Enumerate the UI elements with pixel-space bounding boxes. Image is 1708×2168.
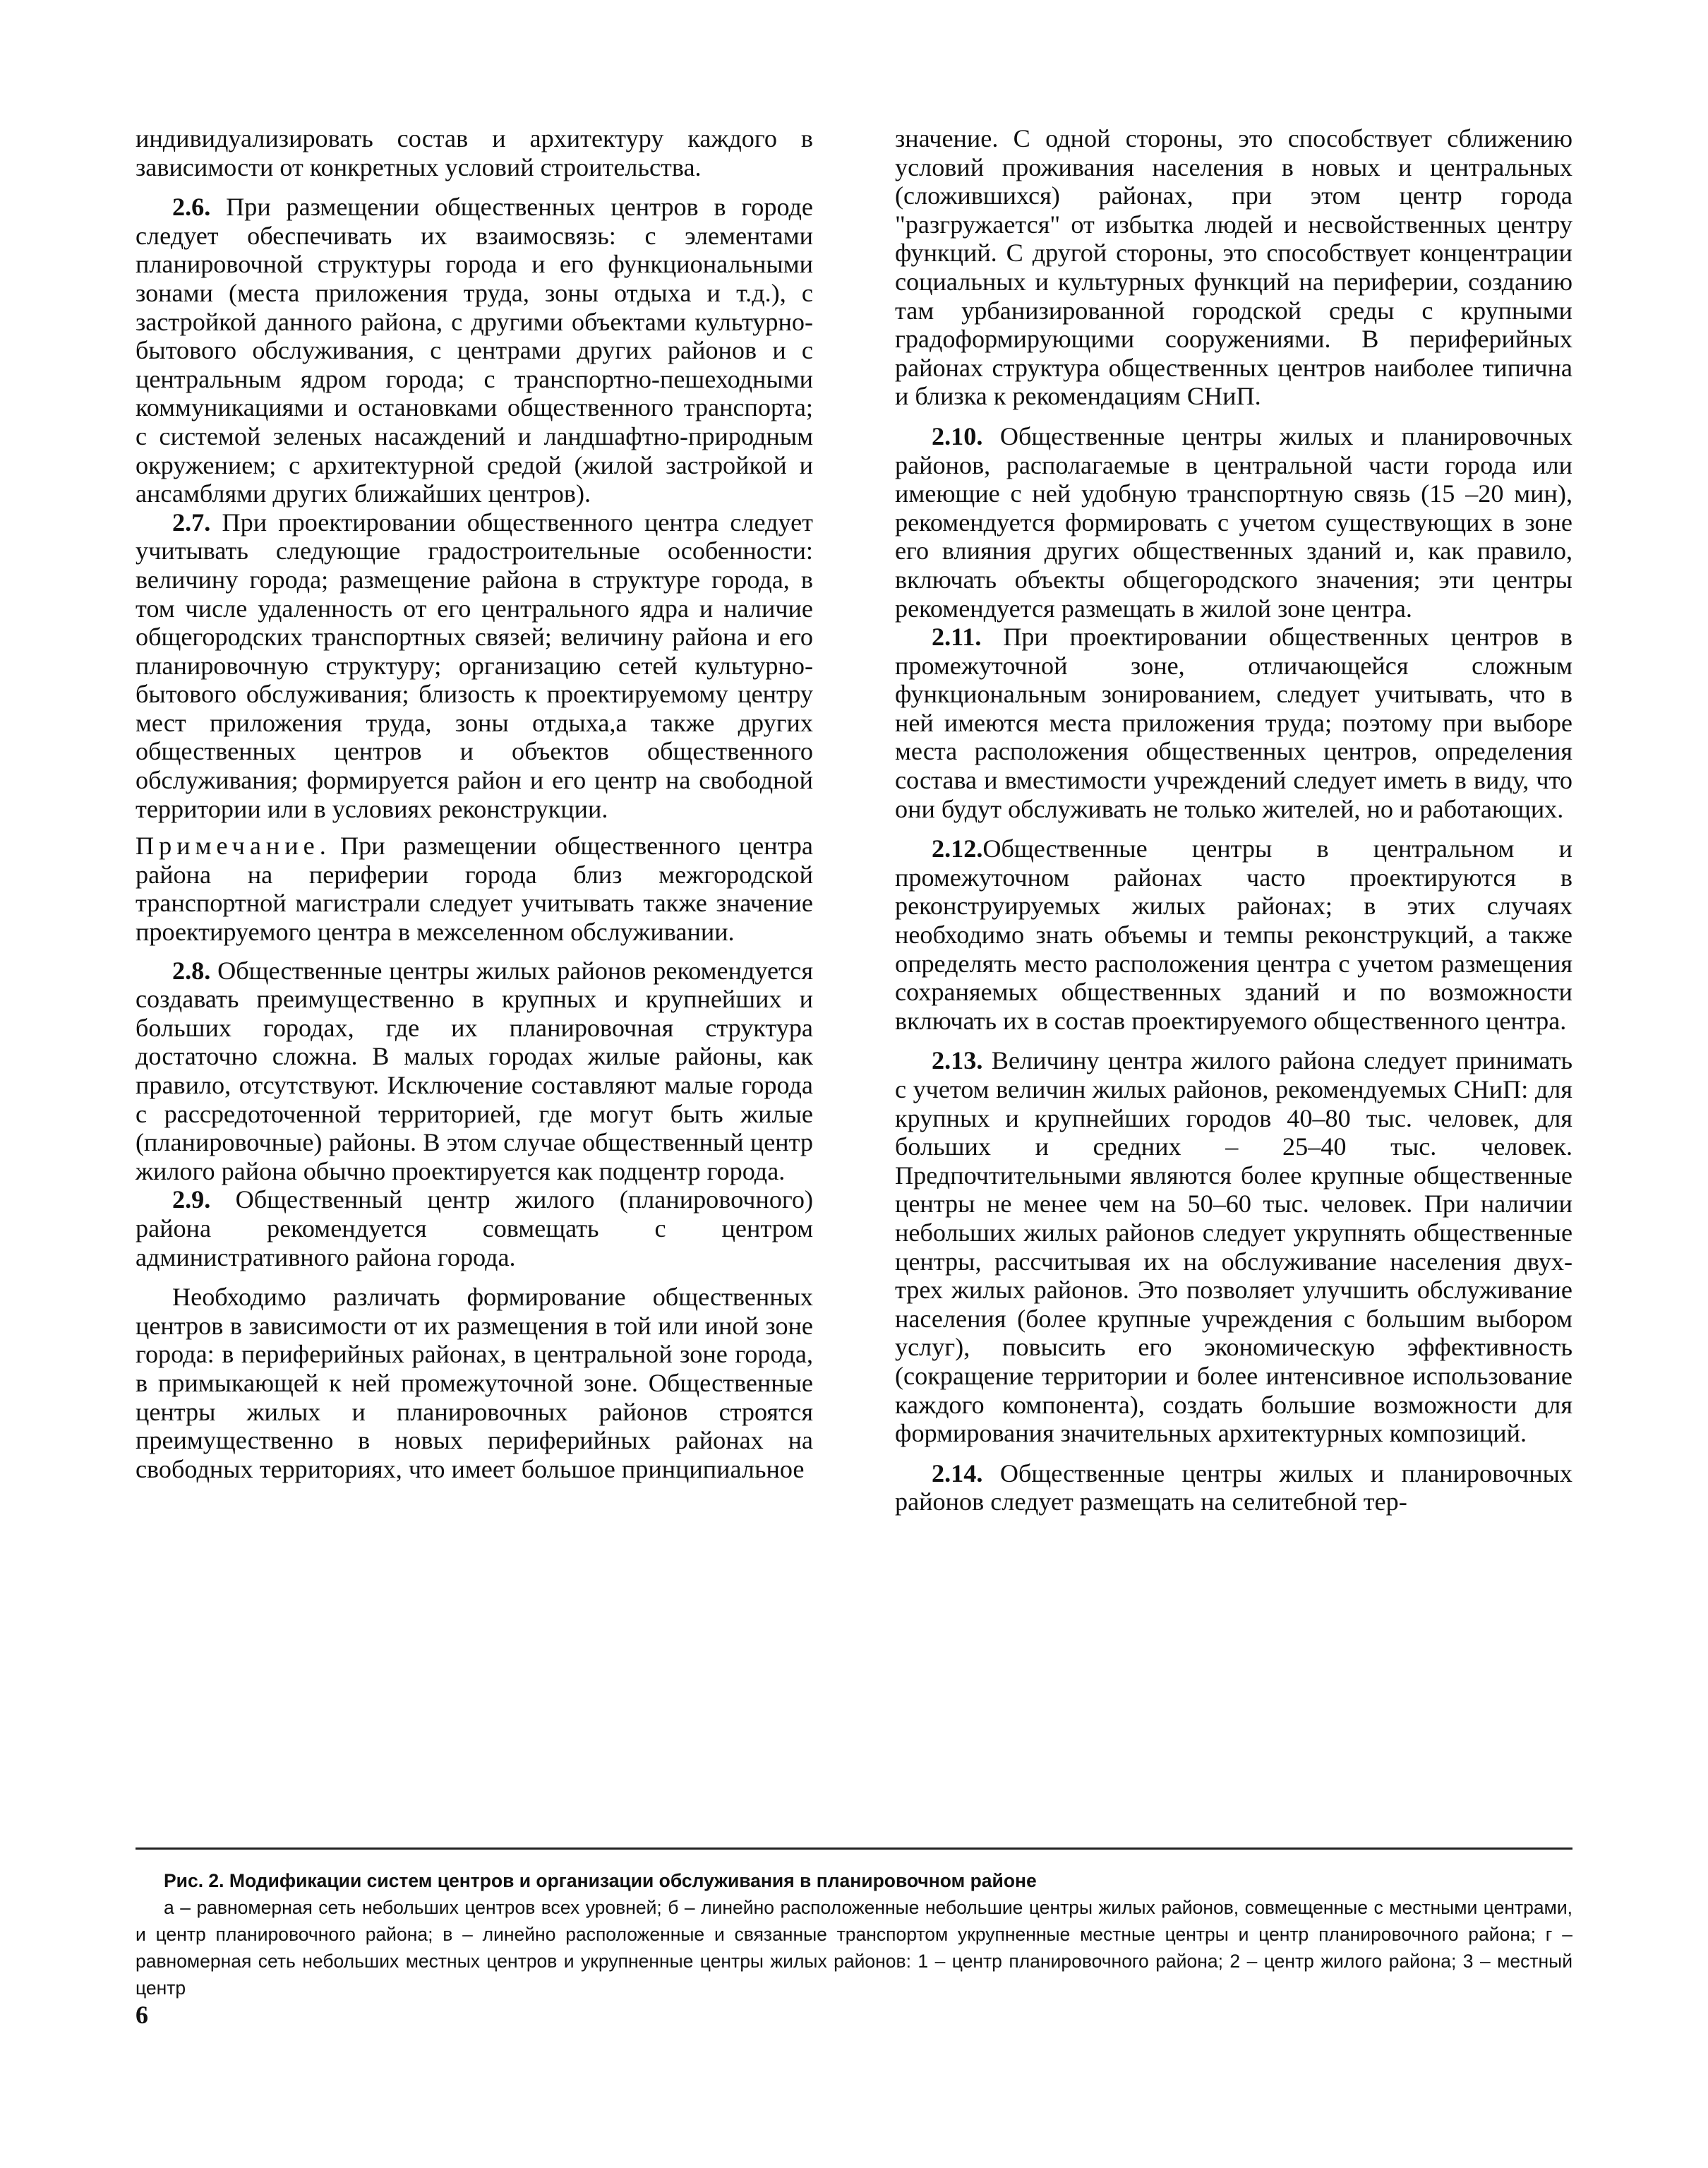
paragraph-text: Общественные центры жилых районов рекомендуется создавать преимущественно в крупных и крупнейших и больших городах, где их планировочная структура достаточно сложна. В малых городах жилые районы, как правило, отсутствуют. Исключение составляют малые города с рассредоточенной территорией, где могут быть жилые (планировочные) районы. В этом случае общественный центр жилого района обычно проектируется как подцентр города. (136, 956, 813, 1185)
caption-title: Рис. 2. Модификации систем центров и организации обслуживания в планировочном районе (164, 1870, 1037, 1891)
left-column (136, 124, 813, 1483)
caption-body: а – равномерная сеть небольших центров всех уровней; б – линейно расположенные небольшие центры жилых районов, совмещенные с местными центрами, и центр планировочного района; в – линейно расположенные и связанные транспортом укрупненные местные центры и центр планировочного района; г – равномерная сеть небольших местных центров и укрупненные центры жилых районов: 1 – центр планировочного района; 2 – центр жилого района; 3 – местный центр (136, 1897, 1572, 1999)
paragraph-text: При размещении общественных центров в городе следует обеспечивать их взаимосвязь: с элементами планировочной структуры города и его функциональными зонами (места приложения труда, зоны отдыха и т.д.), с застройкой данного района, с другими объектами культурно-бытового обслуживания, с центрами других районов и с центральным ядром города; с транспортно-пешеходными коммуникациями и остановками общественного транспорта; с системой зеленых насаждений и ландшафтно-природным окружением; с архитектурной средой (жилой застройкой и ансамблями других ближайших центров). (136, 193, 813, 508)
clause-number: 2.12. (932, 834, 983, 863)
right-column (895, 124, 1572, 1516)
paragraph-2-7 (136, 508, 813, 824)
note-label: Примечание. (136, 832, 331, 861)
paragraph-2-9 (136, 1185, 813, 1271)
clause-number: 2.6. (172, 193, 211, 222)
note-text: При размещении общественного центра района на периферии города близ межгородской транспортной магистрали следует учитывать также значение проектируемого центра в межселенном обслуживании. (136, 832, 813, 947)
page-number: 6 (136, 2001, 148, 2029)
paragraph-text: Общественный центр жилого (планировочного) района рекомендуется совмещать с центром административного района города. (136, 1185, 814, 1271)
paragraph-text: При проектировании общественных центров в промежуточной зоне, отличающейся сложным функциональным зонированием, следует учитывать, что в ней имеются места приложения труда; поэтому при выборе места расположения общественных центров, определения состава и вместимости учреждений следует иметь в виду, что они будут обслуживать не только жителей, но и работающих. (895, 623, 1573, 823)
clause-number: 2.10. (932, 421, 983, 450)
clause-number: 2.7. (172, 508, 211, 537)
paragraph-continued: индивидуализировать состав и архитектуру каждого в зависимости от конкретных условий строительства. (136, 124, 813, 181)
paragraph-2-11 (895, 623, 1572, 823)
paragraph-text: Общественные центры жилых и планировочных районов, располагаемые в центральной части города или имеющие с ней удобную транспортную связь (15 –20 мин), рекомендуется формировать с учетом существующих в зоне его влияния других общественных зданий и, как правило, включать объекты общегородского значения; эти центры рекомендуется размещать в жилой зоне центра. (895, 421, 1573, 623)
paragraph-text: Общественные центры жилых и планировочных районов следует размещать на селитебной тер- (895, 1459, 1573, 1516)
clause-number: 2.14. (932, 1459, 983, 1487)
paragraph-text: При проектировании общественного центра следует учитывать следующие градостроительные особенности: величину города; размещение района в структуре города, в том числе удаленность от его центрального ядра и наличие общегородских транспортных связей; величину района и его планировочную структуру; организацию сетей культурно-бытового обслуживания; близость к проектируемому центру мест приложения труда, зоны отдыха,а также других общественных центров и объектов общественного обслуживания; формируется район и его центр на свободной территории или в условиях реконструкции. (136, 508, 813, 823)
clause-number: 2.11. (932, 623, 982, 652)
paragraph-2-8 (136, 957, 813, 1186)
clause-number: 2.8. (172, 956, 211, 985)
paragraph-2-6 (136, 193, 813, 508)
paragraph-2-9-continued: Необходимо различать формирование общественных центров в зависимости от их размещения в той или иной зоне города: в периферийных районах, в центральной зоне города, в примыкающей к ней промежуточной зоне. Общественные центры жилых и планировочных районов строятся преимущественно в новых периферийных районах на свободных территориях, что имеет большое принципиальное (136, 1283, 813, 1483)
paragraph-2-13 (895, 1046, 1572, 1447)
paragraph-2-10 (895, 422, 1572, 623)
clause-number: 2.13. (932, 1046, 983, 1075)
figure-caption (136, 1867, 1572, 2001)
paragraph-continued: значение. С одной стороны, это способствует сближению условий проживания населения в новых и центральных (сложившихся) районах, при этом центр города "разгружается" от избытка людей и несвойственных центру функций. С другой стороны, это способствует концентрации социальных и культурных функций на периферии, созданию там урбанизированной городской среды с крупными градоформирующими сооружениями. В периферийных районах структура общественных центров наиболее типична и близка к рекомендациям СНиП. (895, 124, 1572, 411)
paragraph-text: Общественные центры в центральном и промежуточном районах часто проектируются в реконструируемых жилых районах; в этих случаях необходимо знать объемы и темпы реконструкций, а также определять место расположения центра с учетом размещения сохраняемых общественных зданий и по возможности включать их в состав проектируемого общественного центра. (895, 834, 1572, 1035)
paragraph-2-14 (895, 1459, 1572, 1516)
paragraph-text: Величину центра жилого района следует принимать с учетом величин жилых районов, рекомендуемых СНиП: для крупных и крупнейших городов 40–80 тыс. человек, для больших и средних – 25–40 тыс. человек. Предпочтительными являются более крупные общественные центры не менее чем на 50–60 тыс. человек. При наличии небольших жилых районов следует укрупнять общественные центры, рассчитывая их на обслуживание населения двух-трех жилых районов. Это позволяет улучшить обслуживание населения (более крупные учреждения с большим выбором услуг), повысить его экономическую эффективность (сокращение территории и более интенсивное использование каждого компонента), создать большие возможности для формирования значительных архитектурных композиций. (895, 1046, 1572, 1448)
paragraph-2-12 (895, 834, 1572, 1035)
clause-number: 2.9. (172, 1185, 211, 1214)
note-block (136, 832, 813, 946)
caption-divider (136, 1847, 1572, 1850)
